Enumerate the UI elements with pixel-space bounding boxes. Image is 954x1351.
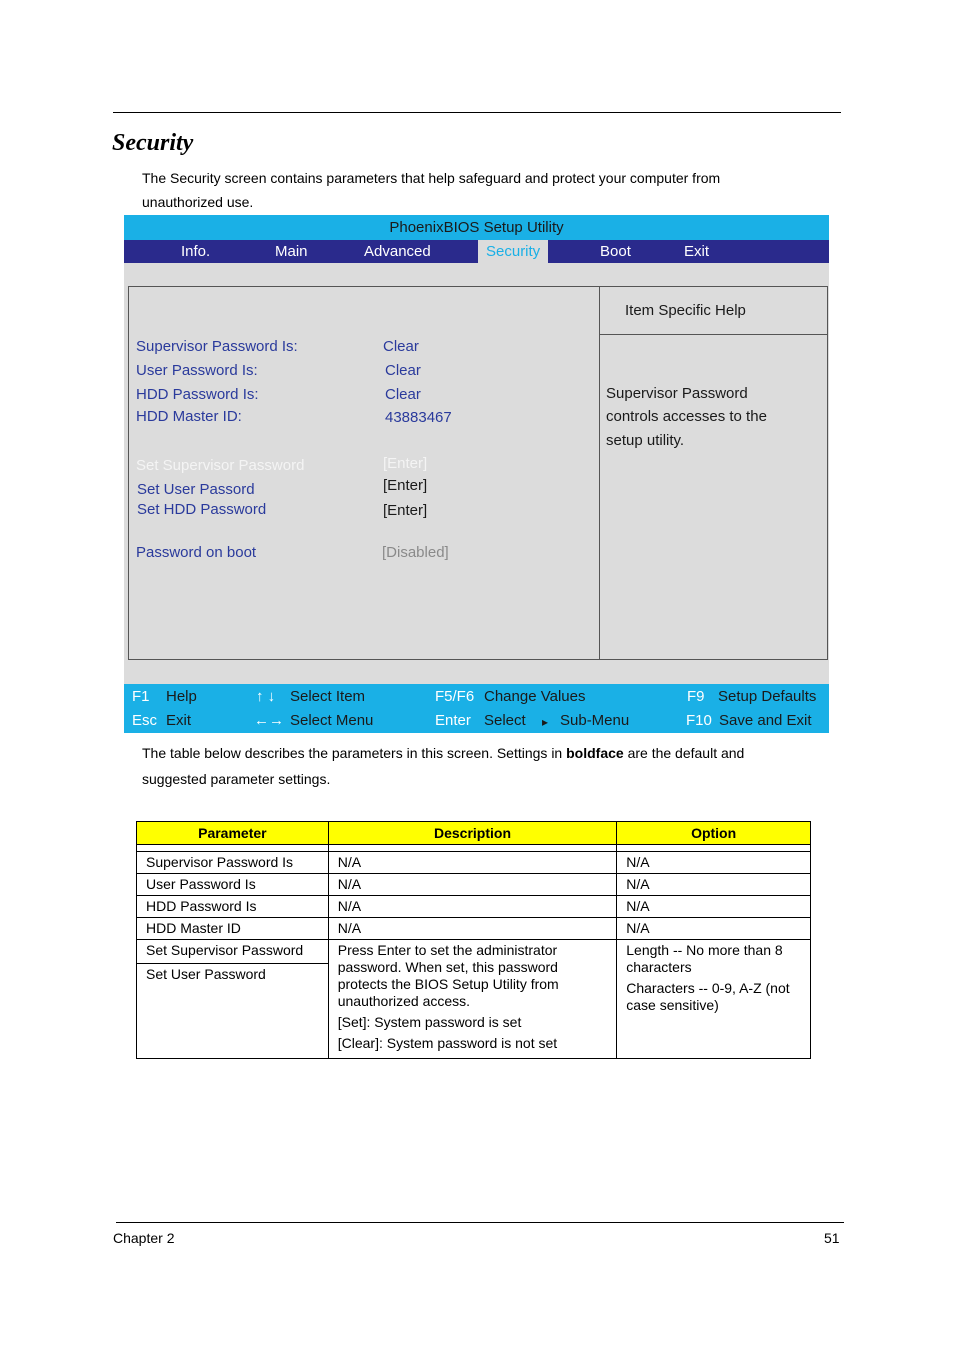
item-label-selected[interactable]: Set Supervisor Password [136, 457, 305, 474]
menu-boot[interactable]: Boot [600, 243, 631, 260]
bios-screenshot [124, 215, 829, 733]
chapter-label: Chapter 2 [113, 1230, 175, 1246]
key-help-text: Setup Defaults [718, 688, 817, 705]
cell-parameter: HDD Master ID [137, 918, 329, 940]
table-header-row [137, 822, 811, 845]
item-value: Clear [385, 362, 421, 379]
key-help-text: Sub-Menu [560, 712, 630, 729]
cell-parameter: Supervisor Password Is [137, 852, 329, 874]
cell-description: N/A [328, 918, 617, 940]
bottom-rule [116, 1222, 844, 1223]
help-divider [599, 287, 600, 659]
cell-description [328, 940, 617, 1059]
help-line: Supervisor Password [606, 385, 748, 402]
table-row [137, 874, 811, 896]
table-row [137, 852, 811, 874]
cell-parameter: Set User Password [137, 964, 329, 1059]
desc-paragraph: [Set]: System password is set [337, 1014, 522, 1030]
menu-exit[interactable]: Exit [684, 243, 710, 260]
item-value: Clear [385, 386, 421, 403]
cell-option: N/A [617, 874, 811, 896]
header-description: Description [328, 822, 617, 845]
key-up-down: ↑ ↓ [256, 688, 276, 705]
table-row [137, 918, 811, 940]
key-help-text: Help [166, 688, 197, 705]
page-number: 51 [824, 1230, 840, 1246]
item-value: 43883467 [385, 409, 452, 426]
table-intro [142, 741, 802, 765]
key-help-text: Exit [166, 712, 192, 729]
table-intro-line2: suggested parameter settings. [142, 771, 331, 787]
table-row [137, 896, 811, 918]
menu-advanced[interactable]: Advanced [364, 243, 431, 260]
cell-option [617, 940, 811, 1059]
option-paragraph: Characters -- 0-9, A-Z (not case sensitive) [626, 980, 790, 1013]
help-line: controls accesses to the [606, 408, 767, 425]
key-help-text: Change Values [484, 688, 586, 705]
cell-description: N/A [328, 896, 617, 918]
key-help-text: Select Item [290, 688, 366, 705]
cell-option: N/A [617, 852, 811, 874]
help-line: setup utility. [606, 432, 685, 449]
menu-security[interactable]: Security [478, 240, 548, 263]
top-rule [113, 112, 841, 113]
key-help-text: Select [484, 712, 526, 729]
key-left-right: ←→ [254, 712, 284, 729]
table-row [137, 940, 811, 964]
help-title: Item Specific Help [625, 302, 746, 319]
header-option: Option [617, 822, 811, 845]
table-intro-text: The table below describes the parameters in this screen. Settings in [142, 745, 567, 761]
bios-key-legend [124, 684, 829, 733]
header-parameter: Parameter [137, 822, 329, 845]
cell-description: N/A [328, 874, 617, 896]
key-f10: F10 [686, 712, 712, 729]
key-help-text: Save and Exit [719, 712, 812, 729]
item-label[interactable]: Set HDD Password [137, 501, 267, 518]
item-label: HDD Master ID: [136, 408, 242, 425]
key-f1: F1 [132, 688, 150, 705]
desc-paragraph: [Clear]: System password is not set [337, 1035, 558, 1051]
item-label: HDD Password Is: [136, 386, 259, 403]
item-label: User Password Is: [136, 362, 258, 379]
table-intro-bold: boldface [566, 745, 624, 761]
cell-option: N/A [617, 896, 811, 918]
bios-title: PhoenixBIOS Setup Utility [124, 215, 829, 240]
section-title: Security [112, 130, 194, 156]
item-label[interactable]: Password on boot [136, 544, 257, 561]
intro-paragraph: The Security screen contains parameters that help safeguard and protect your computer from unauthorized use. [142, 170, 721, 210]
help-header-divider [600, 334, 828, 335]
cell-option: N/A [617, 918, 811, 940]
cell-parameter: User Password Is [137, 874, 329, 896]
key-esc: Esc [132, 712, 158, 729]
bios-settings-panel [128, 286, 828, 660]
item-value-selected[interactable]: [Enter] [383, 455, 428, 472]
item-value: Clear [383, 338, 419, 355]
item-value[interactable]: [Enter] [383, 477, 428, 494]
key-help-text: Select Menu [290, 712, 374, 729]
desc-paragraph: Press Enter to set the administrator password. When set, this password protects the BIOS Setup Utility from unauthorized access. [337, 942, 559, 1009]
item-label[interactable]: Set User Passord [137, 481, 255, 498]
item-value[interactable]: [Enter] [383, 502, 428, 519]
item-value[interactable]: [Disabled] [382, 544, 449, 561]
parameter-table [136, 821, 811, 1059]
option-paragraph: Length -- No more than 8 characters [626, 942, 783, 975]
menu-main[interactable]: Main [275, 243, 308, 260]
submenu-arrow-icon: ▸ [542, 715, 549, 729]
key-f5-f6: F5/F6 [435, 688, 475, 705]
cell-parameter: Set Supervisor Password [137, 940, 329, 964]
key-f9: F9 [687, 688, 705, 705]
key-enter: Enter [435, 712, 471, 729]
bios-menu-bar [124, 240, 829, 263]
cell-parameter: HDD Password Is [137, 896, 329, 918]
cell-description: N/A [328, 852, 617, 874]
menu-info[interactable]: Info. [181, 243, 211, 260]
item-label: Supervisor Password Is: [136, 338, 298, 355]
table-intro-text: are the default and [623, 745, 745, 761]
